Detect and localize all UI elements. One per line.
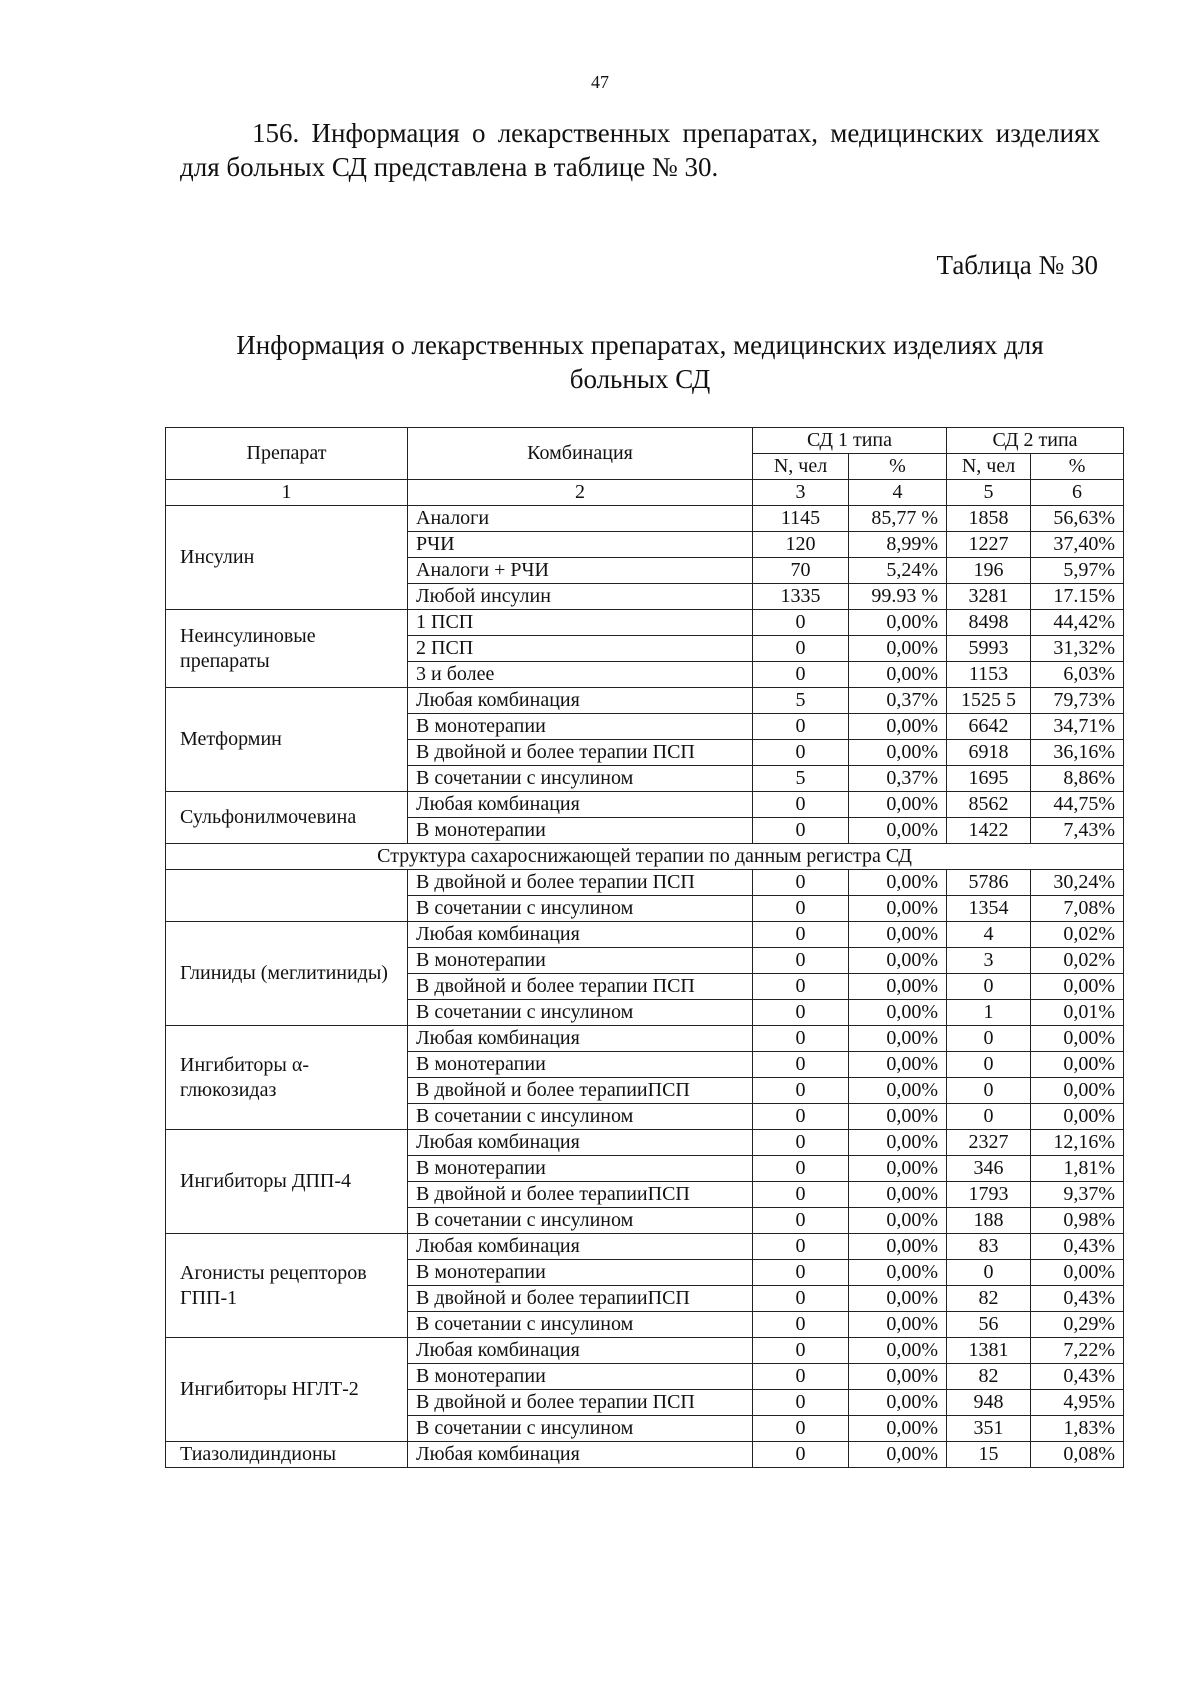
combination-cell: 1 ПСП: [408, 610, 753, 636]
header-sd1-type: СД 1 типа: [753, 428, 947, 454]
sd2-count-cell: 15: [947, 1442, 1031, 1468]
sd1-count-cell: 0: [753, 1182, 849, 1208]
sd2-count-cell: 6918: [947, 740, 1031, 766]
sd1-percent-cell: 5,24%: [849, 558, 947, 584]
table-body-part-1: [166, 506, 1124, 844]
sd1-percent-cell: 8,99%: [849, 532, 947, 558]
sd2-count-cell: 351: [947, 1416, 1031, 1442]
sd2-count-cell: 82: [947, 1364, 1031, 1390]
header-pct-sd2: %: [1031, 454, 1124, 480]
sd2-count-cell: 1695: [947, 766, 1031, 792]
combination-cell: В монотерапии: [408, 1052, 753, 1078]
sd1-count-cell: 0: [753, 1208, 849, 1234]
sd1-count-cell: 0: [753, 792, 849, 818]
sd2-percent-cell: 0,29%: [1031, 1312, 1124, 1338]
sd2-percent-cell: 0,08%: [1031, 1442, 1124, 1468]
sd1-count-cell: 0: [753, 1078, 849, 1104]
combination-cell: Аналоги + РЧИ: [408, 558, 753, 584]
sd1-count-cell: 0: [753, 818, 849, 844]
sd2-percent-cell: 34,71%: [1031, 714, 1124, 740]
sd1-count-cell: 1335: [753, 584, 849, 610]
sd2-count-cell: 4: [947, 922, 1031, 948]
sd2-count-cell: 1793: [947, 1182, 1031, 1208]
sd1-percent-cell: 0,00%: [849, 1078, 947, 1104]
sd1-percent-cell: 0,00%: [849, 922, 947, 948]
column-number: 2: [408, 480, 753, 506]
intro-paragraph: 156. Информация о лекарственных препаратах, медицинских изделиях для больных СД представлена в таблице № 30.: [180, 118, 1100, 182]
sd1-percent-cell: 0,00%: [849, 948, 947, 974]
page-number: 47: [591, 72, 609, 92]
combination-cell: В сочетании с инсулином: [408, 1416, 753, 1442]
combination-cell: Любая комбинация: [408, 1234, 753, 1260]
sd2-count-cell: 3: [947, 948, 1031, 974]
header-n-sd2: N, чел: [947, 454, 1031, 480]
combination-cell: В сочетании с инсулином: [408, 896, 753, 922]
sd1-percent-cell: 0,00%: [849, 1000, 947, 1026]
sd2-percent-cell: 0,98%: [1031, 1208, 1124, 1234]
drug-name-cell: Тиазолидиндионы: [166, 1442, 408, 1468]
sd1-percent-cell: 0,37%: [849, 766, 947, 792]
sd1-count-cell: 0: [753, 1260, 849, 1286]
sd2-percent-cell: 0,43%: [1031, 1286, 1124, 1312]
sd1-percent-cell: 0,00%: [849, 1416, 947, 1442]
sd2-percent-cell: 0,00%: [1031, 974, 1124, 1000]
sd2-count-cell: 0: [947, 1260, 1031, 1286]
sd2-percent-cell: 37,40%: [1031, 532, 1124, 558]
sd2-percent-cell: 17.15%: [1031, 584, 1124, 610]
table-caption: Таблица № 30: [936, 250, 1098, 280]
sd1-percent-cell: 99.93 %: [849, 584, 947, 610]
sd2-count-cell: 1858: [947, 506, 1031, 532]
combination-cell: В двойной и более терапии ПСП: [408, 870, 753, 896]
sd2-percent-cell: 44,75%: [1031, 792, 1124, 818]
sd2-percent-cell: 0,00%: [1031, 1078, 1124, 1104]
sd1-percent-cell: 0,00%: [849, 1130, 947, 1156]
column-number: 5: [947, 480, 1031, 506]
sd1-percent-cell: 0,00%: [849, 1364, 947, 1390]
sd1-percent-cell: 0,00%: [849, 1312, 947, 1338]
sd2-percent-cell: 1,83%: [1031, 1416, 1124, 1442]
sd1-percent-cell: 0,00%: [849, 1156, 947, 1182]
table-row: [166, 1442, 1124, 1468]
sd2-percent-cell: 0,01%: [1031, 1000, 1124, 1026]
sd2-count-cell: 5993: [947, 636, 1031, 662]
sd2-percent-cell: 6,03%: [1031, 662, 1124, 688]
sd2-percent-cell: 8,86%: [1031, 766, 1124, 792]
sd1-percent-cell: 0,00%: [849, 1052, 947, 1078]
combination-cell: В двойной и более терапииПСП: [408, 1078, 753, 1104]
combination-cell: В двойной и более терапии ПСП: [408, 1390, 753, 1416]
sd2-count-cell: 188: [947, 1208, 1031, 1234]
table-row: [166, 506, 1124, 532]
drug-name-cell: Сульфонилмочевина: [166, 792, 408, 844]
sd2-count-cell: 8498: [947, 610, 1031, 636]
combination-cell: Любая комбинация: [408, 792, 753, 818]
table-row: [166, 1026, 1124, 1052]
combination-cell: В сочетании с инсулином: [408, 1208, 753, 1234]
sd1-count-cell: 0: [753, 896, 849, 922]
sd1-percent-cell: 0,00%: [849, 1338, 947, 1364]
sd2-percent-cell: 12,16%: [1031, 1130, 1124, 1156]
sd2-count-cell: 346: [947, 1156, 1031, 1182]
combination-cell: В монотерапии: [408, 1260, 753, 1286]
sd2-percent-cell: 0,02%: [1031, 948, 1124, 974]
sd1-count-cell: 0: [753, 1442, 849, 1468]
sd2-percent-cell: 5,97%: [1031, 558, 1124, 584]
sd2-count-cell: 82: [947, 1286, 1031, 1312]
sd1-count-cell: 0: [753, 714, 849, 740]
sd1-count-cell: 0: [753, 1286, 849, 1312]
sd1-percent-cell: 0,00%: [849, 610, 947, 636]
sd2-count-cell: 0: [947, 1052, 1031, 1078]
sd2-count-cell: 2327: [947, 1130, 1031, 1156]
sd1-percent-cell: 0,00%: [849, 714, 947, 740]
column-number: 3: [753, 480, 849, 506]
sd1-percent-cell: 0,00%: [849, 1442, 947, 1468]
sd2-count-cell: 1525 5: [947, 688, 1031, 714]
sd1-count-cell: 0: [753, 1156, 849, 1182]
sd1-count-cell: 0: [753, 948, 849, 974]
combination-cell: Любая комбинация: [408, 1130, 753, 1156]
sd2-percent-cell: 56,63%: [1031, 506, 1124, 532]
sd1-percent-cell: 0,00%: [849, 818, 947, 844]
combination-cell: Аналоги: [408, 506, 753, 532]
sd1-count-cell: 0: [753, 1390, 849, 1416]
combination-cell: В монотерапии: [408, 1364, 753, 1390]
drug-name-cell: [166, 870, 408, 922]
drug-name-cell: Метформин: [166, 688, 408, 792]
combination-cell: Любая комбинация: [408, 1026, 753, 1052]
sd2-percent-cell: 7,43%: [1031, 818, 1124, 844]
header-combination: Комбинация: [408, 428, 753, 480]
sd1-count-cell: 0: [753, 1000, 849, 1026]
sd1-count-cell: 0: [753, 740, 849, 766]
sd1-percent-cell: 0,00%: [849, 896, 947, 922]
sd2-count-cell: 0: [947, 1026, 1031, 1052]
header-n-sd1: N, чел: [753, 454, 849, 480]
sd2-count-cell: 1354: [947, 896, 1031, 922]
sd2-percent-cell: 31,32%: [1031, 636, 1124, 662]
table-row: [166, 1130, 1124, 1156]
sd2-count-cell: 6642: [947, 714, 1031, 740]
sd1-percent-cell: 0,00%: [849, 1234, 947, 1260]
sd1-count-cell: 0: [753, 1234, 849, 1260]
sd2-percent-cell: 30,24%: [1031, 870, 1124, 896]
sd1-count-cell: 0: [753, 610, 849, 636]
sd2-percent-cell: 44,42%: [1031, 610, 1124, 636]
sd1-count-cell: 5: [753, 766, 849, 792]
sd2-count-cell: 3281: [947, 584, 1031, 610]
sd2-percent-cell: 0,00%: [1031, 1026, 1124, 1052]
combination-cell: РЧИ: [408, 532, 753, 558]
sd2-count-cell: 948: [947, 1390, 1031, 1416]
sd1-percent-cell: 0,00%: [849, 662, 947, 688]
sd1-count-cell: 0: [753, 922, 849, 948]
sd1-count-cell: 0: [753, 1364, 849, 1390]
sd1-count-cell: 0: [753, 1312, 849, 1338]
sd1-percent-cell: 0,00%: [849, 740, 947, 766]
table-row: [166, 1338, 1124, 1364]
table-row: [166, 610, 1124, 636]
combination-cell: В двойной и более терапииПСП: [408, 1182, 753, 1208]
sd1-percent-cell: 0,00%: [849, 1286, 947, 1312]
sd2-percent-cell: 1,81%: [1031, 1156, 1124, 1182]
sd2-percent-cell: 0,02%: [1031, 922, 1124, 948]
sd2-percent-cell: 0,43%: [1031, 1234, 1124, 1260]
header-sd2-type: СД 2 типа: [947, 428, 1124, 454]
sd1-percent-cell: 0,00%: [849, 974, 947, 1000]
combination-cell: В монотерапии: [408, 948, 753, 974]
table-row: [166, 870, 1124, 896]
combination-cell: В сочетании с инсулином: [408, 1000, 753, 1026]
sd2-percent-cell: 7,22%: [1031, 1338, 1124, 1364]
section-divider: [166, 844, 1124, 870]
sd1-percent-cell: 0,00%: [849, 870, 947, 896]
combination-cell: Любой инсулин: [408, 584, 753, 610]
sd2-count-cell: 5786: [947, 870, 1031, 896]
sd2-percent-cell: 0,00%: [1031, 1052, 1124, 1078]
sd1-count-cell: 0: [753, 1416, 849, 1442]
sd2-percent-cell: 7,08%: [1031, 896, 1124, 922]
sd1-percent-cell: 0,00%: [849, 636, 947, 662]
header-pct-sd1: %: [849, 454, 947, 480]
combination-cell: В двойной и более терапииПСП: [408, 1286, 753, 1312]
table-row: [166, 1234, 1124, 1260]
sd1-percent-cell: 0,00%: [849, 1208, 947, 1234]
drug-name-cell: Неинсулиновые препараты: [166, 610, 408, 688]
combination-cell: В сочетании с инсулином: [408, 1312, 753, 1338]
sd2-count-cell: 1381: [947, 1338, 1031, 1364]
sd2-count-cell: 0: [947, 1104, 1031, 1130]
sd2-count-cell: 1: [947, 1000, 1031, 1026]
sd1-count-cell: 0: [753, 1104, 849, 1130]
sd1-percent-cell: 0,37%: [849, 688, 947, 714]
combination-cell: 2 ПСП: [408, 636, 753, 662]
combination-cell: В монотерапии: [408, 1156, 753, 1182]
section-row: [166, 844, 1124, 870]
column-number-row: [166, 480, 1124, 506]
sd2-percent-cell: 9,37%: [1031, 1182, 1124, 1208]
sd1-count-cell: 0: [753, 636, 849, 662]
sd2-percent-cell: 36,16%: [1031, 740, 1124, 766]
sd1-percent-cell: 0,00%: [849, 1182, 947, 1208]
combination-cell: В монотерапии: [408, 818, 753, 844]
drug-name-cell: Глиниды (меглитиниды): [166, 922, 408, 1026]
table-body-part-2: [166, 870, 1124, 1468]
sd1-percent-cell: 0,00%: [849, 1026, 947, 1052]
sd2-count-cell: 0: [947, 1078, 1031, 1104]
sd2-count-cell: 83: [947, 1234, 1031, 1260]
sd2-count-cell: 0: [947, 974, 1031, 1000]
combination-cell: 3 и более: [408, 662, 753, 688]
sd2-percent-cell: 79,73%: [1031, 688, 1124, 714]
header-drug: Препарат: [166, 428, 408, 480]
sd1-percent-cell: 0,00%: [849, 1260, 947, 1286]
sd2-percent-cell: 0,00%: [1031, 1260, 1124, 1286]
table-row: [166, 688, 1124, 714]
combination-cell: В сочетании с инсулином: [408, 1104, 753, 1130]
sd1-count-cell: 0: [753, 662, 849, 688]
sd2-count-cell: 56: [947, 1312, 1031, 1338]
sd1-count-cell: 5: [753, 688, 849, 714]
column-number: 4: [849, 480, 947, 506]
header-row-1: [166, 428, 1124, 454]
column-number: 6: [1031, 480, 1124, 506]
drug-name-cell: Агонисты рецепторов ГПП-1: [166, 1234, 408, 1338]
sd1-count-cell: 0: [753, 1130, 849, 1156]
drug-table: [165, 427, 1124, 1468]
drug-name-cell: Ингибиторы НГЛТ-2: [166, 1338, 408, 1442]
sd1-count-cell: 0: [753, 974, 849, 1000]
sd1-percent-cell: 85,77 %: [849, 506, 947, 532]
sd1-count-cell: 0: [753, 870, 849, 896]
table-row: [166, 922, 1124, 948]
sd2-percent-cell: 0,00%: [1031, 1104, 1124, 1130]
sd1-count-cell: 0: [753, 1052, 849, 1078]
column-number: 1: [166, 480, 408, 506]
sd2-percent-cell: 0,43%: [1031, 1364, 1124, 1390]
sd1-count-cell: 1145: [753, 506, 849, 532]
sd1-count-cell: 0: [753, 1026, 849, 1052]
sd1-percent-cell: 0,00%: [849, 1390, 947, 1416]
combination-cell: В двойной и более терапии ПСП: [408, 740, 753, 766]
combination-cell: В монотерапии: [408, 714, 753, 740]
sd2-count-cell: 1422: [947, 818, 1031, 844]
sd1-percent-cell: 0,00%: [849, 1104, 947, 1130]
table-row: [166, 792, 1124, 818]
sd1-count-cell: 0: [753, 1338, 849, 1364]
combination-cell: Любая комбинация: [408, 1338, 753, 1364]
sd2-count-cell: 1227: [947, 532, 1031, 558]
combination-cell: Любая комбинация: [408, 922, 753, 948]
sd2-count-cell: 8562: [947, 792, 1031, 818]
section-title: Структура сахароснижающей терапии по данным регистра СД: [166, 844, 1124, 870]
drug-name-cell: Инсулин: [166, 506, 408, 610]
drug-name-cell: Ингибиторы α-глюкозидаз: [166, 1026, 408, 1130]
sd2-percent-cell: 4,95%: [1031, 1390, 1124, 1416]
sd2-count-cell: 1153: [947, 662, 1031, 688]
combination-cell: Любая комбинация: [408, 1442, 753, 1468]
sd2-count-cell: 196: [947, 558, 1031, 584]
table-title: Информация о лекарственных препаратах, медицинских изделиях для больных СД: [236, 330, 1044, 394]
combination-cell: В двойной и более терапии ПСП: [408, 974, 753, 1000]
combination-cell: Любая комбинация: [408, 688, 753, 714]
drug-name-cell: Ингибиторы ДПП-4: [166, 1130, 408, 1234]
sd1-percent-cell: 0,00%: [849, 792, 947, 818]
sd1-count-cell: 70: [753, 558, 849, 584]
sd1-count-cell: 120: [753, 532, 849, 558]
combination-cell: В сочетании с инсулином: [408, 766, 753, 792]
